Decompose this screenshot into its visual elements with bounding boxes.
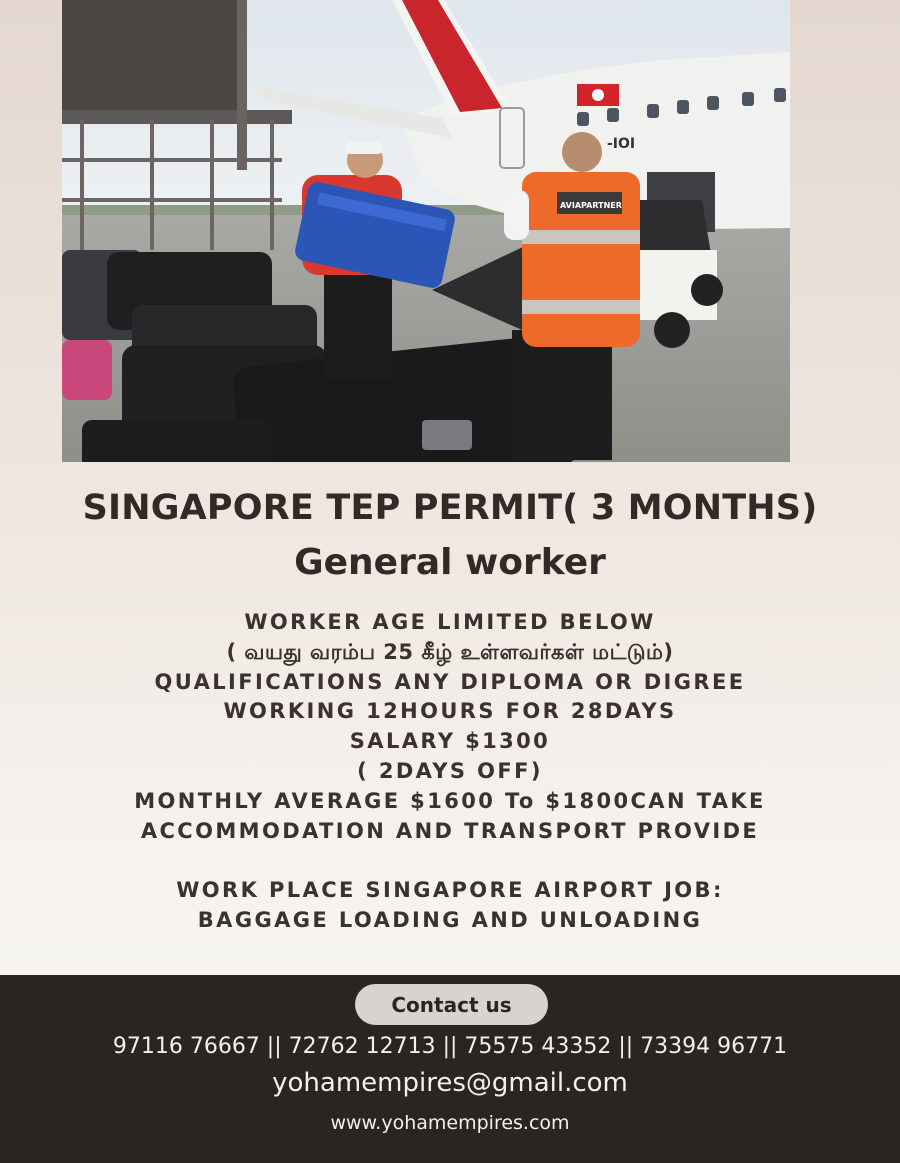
email-address[interactable]: yohamempires@gmail.com <box>272 1068 628 1098</box>
age-limit-tamil-line: ( வயது வரம்ப 25 கீழ் உள்ளவர்கள் மட்டும்) <box>226 639 674 664</box>
job-role-subtitle: General worker <box>294 542 606 583</box>
airport-baggage-handlers-photo <box>62 0 790 462</box>
details-spacer <box>0 846 900 876</box>
monthly-average-line: MONTHLY AVERAGE $1600 To $1800CAN TAKE <box>134 788 766 813</box>
qualifications-line: QUALIFICATIONS ANY DIPLOMA OR DIGREE <box>154 669 746 694</box>
poster-title: SINGAPORE TEP PERMIT( 3 MONTHS) <box>82 488 818 528</box>
tail-number-label: -IOI <box>607 136 636 152</box>
working-hours-line: WORKING 12HOURS FOR 28DAYS <box>223 699 677 724</box>
age-limit-line: WORKER AGE LIMITED BELOW <box>244 610 656 634</box>
days-off-line: ( 2DAYS OFF) <box>357 758 543 783</box>
website-link[interactable]: www.yohamempires.com <box>330 1112 570 1134</box>
salary-line: SALARY $1300 <box>349 729 551 754</box>
job-duty-line: BAGGAGE LOADING AND UNLOADING <box>197 907 703 932</box>
job-details <box>0 608 900 936</box>
contact-us-button[interactable]: Contact us <box>355 984 548 1025</box>
phone-numbers: 97116 76667 || 72762 12713 || 75575 43352 || 73394 96771 <box>112 1034 788 1059</box>
accommodation-line: ACCOMMODATION AND TRANSPORT PROVIDE <box>140 818 760 843</box>
workplace-line: WORK PLACE SINGAPORE AIRPORT JOB: <box>176 878 724 903</box>
vest-logo-label: AVIAPARTNER <box>560 201 622 210</box>
